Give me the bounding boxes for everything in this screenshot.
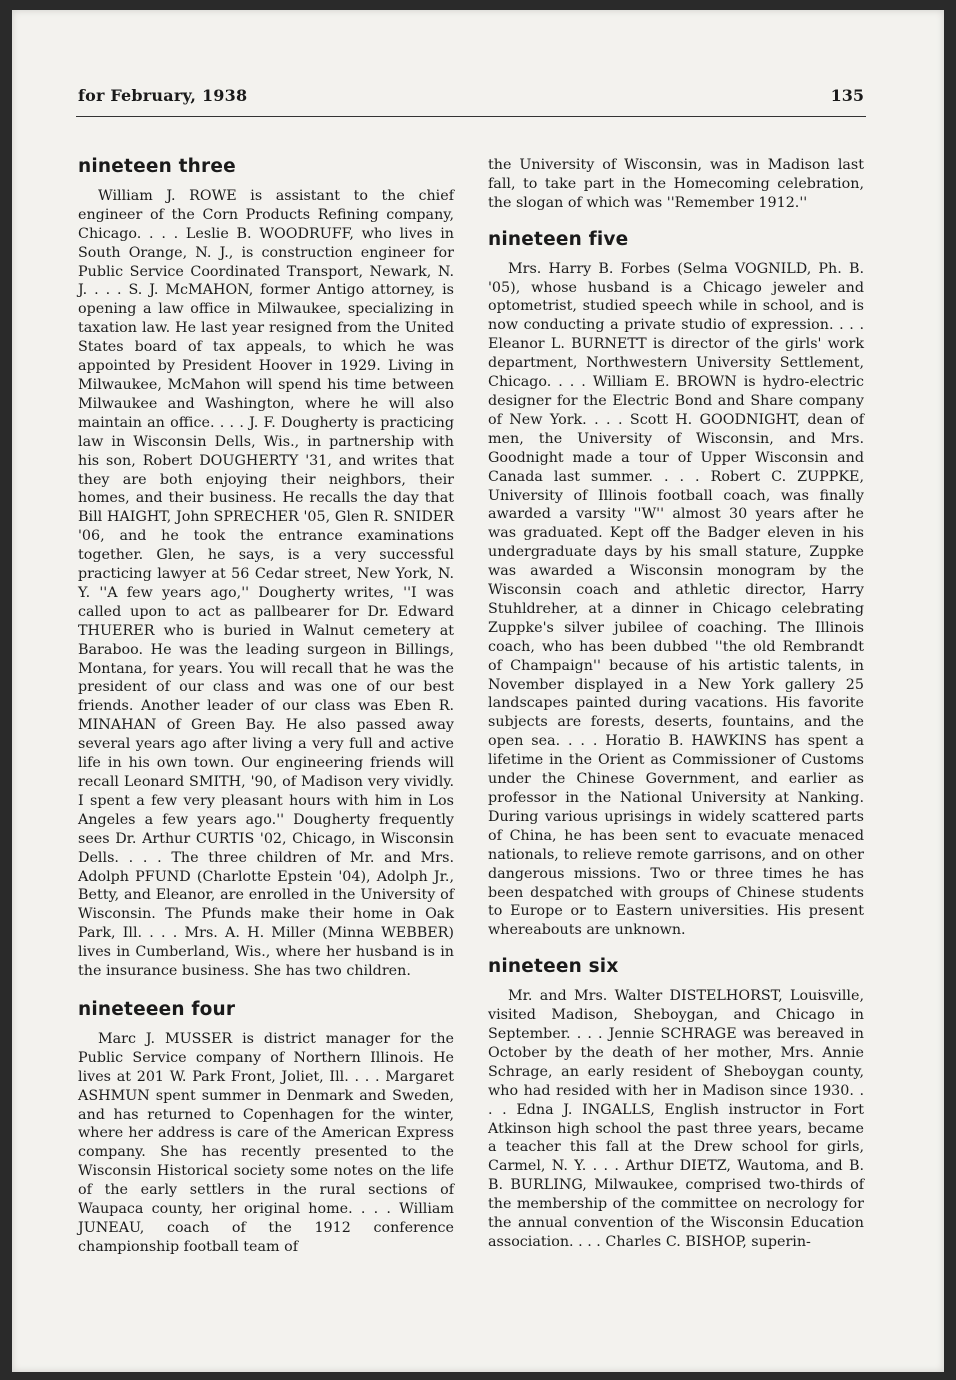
section-heading-1905: nineteen five xyxy=(488,228,629,250)
left-column xyxy=(78,156,454,1257)
section-body-1904: Marc J. MUSSER is district manager for the Public Service company of Northern Illinois. He lives at 201 W. Park Front, Joliet, Ill. . . . Margaret ASHMUN spent summer in Denmark and Sweden, and has returned to Copenhagen for the winter, where her address is care of the American Express company. She has recently presented to the Wisconsin Historical society some notes on the life of the early settlers in the rural sections of Waupaca county, her original home. . . . William JUNEAU, coach of the 1912 conference championship football team of xyxy=(78,1030,454,1255)
section-heading-1906: nineteen six xyxy=(488,956,619,978)
issue-date: for February, 1938 xyxy=(78,86,248,105)
right-column xyxy=(488,156,864,1252)
section-heading-1903: nineteen three xyxy=(78,156,236,177)
section-body-1903: William J. ROWE is assistant to the chief engineer of the Corn Products Refining company, Chicago. . . . Leslie B. WOODRUFF, who lives in South Orange, N. J., is construction engineer for Public Service Coordinated Transport, Newark, N. J. . . . S. J. McMAHON, former Antigo attorney, is opening a law office in Milwaukee, specializing in taxation law. He last year resigned from the United States board of tax appeals, to which he was appointed by President Hoover in 1929. Living in Milwaukee, McMahon will spend his time between Milwaukee and Washington, where he will also maintain an office. . . . J. F. Dougherty is practicing law in Wisconsin Dells, Wis., in partnership with his son, Robert DOUGHERTY '31, and writes that they are both enjoying their neighbors, their homes, and their business. He recalls the day that Bill HAIGHT, John SPRECHER '05, Glen R. SNIDER '06, and he took the entrance examinations together. Glen, he says, is a very successful practicing lawyer at 56 Cedar street, New York, N. Y. ''A few years ago,'' Dougherty writes, ''I was called upon to act as pallbearer for Dr. Edward THUERER who is buried in Walnut cemetery at Baraboo. He was the leading surgeon in Billings, Montana, for years. You will recall that he was the president of our class and was one of our best friends. Another leader of our class was Eben R. MINAHAN of Green Bay. He also passed away several years ago after living a very full and active life in his own town. Our engineering friends will recall Leonard SMITH, '90, of Madison very vividly. I spent a few very pleasant hours with him in Los Angeles a few years ago.'' Dougherty frequently sees Dr. Arthur CURTIS '02, Chicago, in Wisconsin Dells. . . . The three children of Mr. and Mrs. Adolph PFUND (Charlotte Epstein '04), Adolph Jr., Betty, and Eleanor, are enrolled in the University of Wisconsin. The Pfunds make their home in Oak Park, Ill. . . . Mrs. A. H. Miller (Minna WEBBER) lives in Cumberland, Wis., where her husband is in the insurance business. She has two children. xyxy=(78,187,454,980)
running-header xyxy=(78,86,864,114)
continued-text: the University of Wisconsin, was in Madison last fall, to take part in the Homecoming celebration, the slogan of which was ''Remember 1912.'' xyxy=(488,157,864,211)
magazine-page xyxy=(12,10,944,1372)
section-heading-1904: nineteeen four xyxy=(78,998,236,1020)
section-body-1905: Mrs. Harry B. Forbes (Selma VOGNILD, Ph. B. '05), whose husband is a Chicago jeweler and optometrist, studied speech while in school, and is now conducting a private studio of expression. . . . Eleanor L. BURNETT is director of the girls' work department, Northwestern University Settlement, Chicago. . . . William E. BROWN is hydro-electric designer for the Electric Bond and Share company of New York. . . . Scott H. GOODNIGHT, dean of men, the University of Wisconsin, and Mrs. Goodnight made a tour of Upper Wisconsin and Canada last summer. . . . Robert C. ZUPPKE, University of Illinois football coach, was finally awarded a varsity ''W'' almost 30 years after he was graduated. Kept off the Badger eleven in his undergraduate days by his small stature, Zuppke was awarded a Wisconsin monogram by the Wisconsin coach and athletic director, Harry Stuhldreher, at a dinner in Chicago celebrating Zuppke's silver jubilee of coaching. The Illinois coach, who has been dubbed ''the old Rembrandt of Champaign'' because of his artistic talents, in November displayed in a New York gallery 25 landscapes painted during vacations. His favorite subjects are forests, deserts, fountains, and the open sea. . . . Horatio B. HAWKINS has spent a lifetime in the Orient as Commissioner of Customs under the Chinese Government, and earlier as professor in the National University at Nanking. During various uprisings in widely scattered parts of China, he has been sent to evacuate menaced nationals, to relieve remote garrisons, and on other dangerous missions. Two or three times he has been despatched with groups of Chinese students to Europe or to Eastern universities. His present whereabouts are unknown. xyxy=(488,260,864,939)
page-number: 135 xyxy=(830,86,864,105)
header-rule xyxy=(76,116,866,117)
section-body-1906: Mr. and Mrs. Walter DISTELHORST, Louisville, visited Madison, Sheboygan, and Chicago in September. . . . Jennie SCHRAGE was bereaved in October by the death of her mother, Mrs. Annie Schrage, an early resident of Sheboygan county, who had resided with her in Madison since 1930. . . . Edna J. INGALLS, English instructor in Fort Atkinson high school the past three years, became a teacher this fall at the Drew school for girls, Carmel, N. Y. . . . Arthur DIETZ, Wautoma, and B. B. BURLING, Milwaukee, comprised two-thirds of the membership of the committee on necrology for the annual convention of the Wisconsin Education association. . . . Charles C. BISHOP, superin- xyxy=(488,988,864,1250)
